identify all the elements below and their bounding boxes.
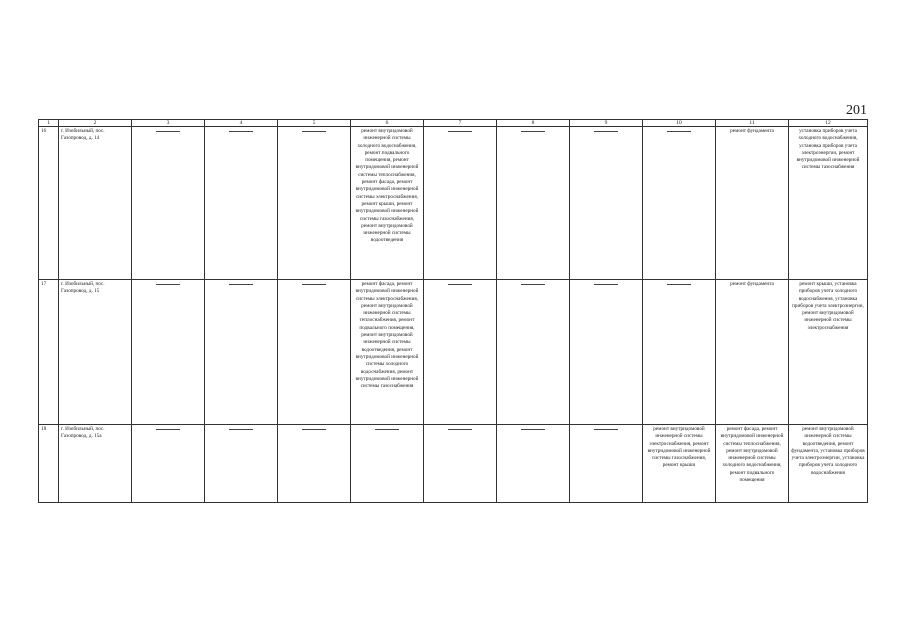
page-number: 201 — [846, 103, 867, 118]
empty-cell — [497, 127, 570, 280]
empty-cell — [424, 425, 497, 503]
column-header: 4 — [205, 120, 278, 127]
dash-mark — [667, 284, 691, 285]
works-cell: ремонт внутридомовой инженерной системы холодного водоснабжения, ремонт подвального помещения, ремонт внутридомовой инженерной системы теплоснабжения, ремонт фасада, ремонт внутридомовой инженерной системы электроснабжения, ремонт крыши, ремонт внутридомовой инженерной системы газоснабжения, ремонт внутридомовой инженерной системы водоотведения — [351, 127, 424, 280]
dash-mark — [229, 284, 253, 285]
row-number: 17 — [39, 280, 59, 425]
dash-mark — [156, 131, 180, 132]
column-header: 6 — [351, 120, 424, 127]
column-header: 3 — [132, 120, 205, 127]
empty-cell — [205, 425, 278, 503]
repair-schedule-table — [38, 119, 868, 503]
empty-cell — [132, 425, 205, 503]
dash-mark — [667, 131, 691, 132]
column-header: 10 — [643, 120, 716, 127]
empty-cell — [278, 280, 351, 425]
column-header: 9 — [570, 120, 643, 127]
column-header-row — [39, 120, 868, 127]
empty-cell — [278, 425, 351, 503]
column-header: 1 — [39, 120, 59, 127]
table-row — [39, 425, 868, 503]
works-cell: ремонт фасада, ремонт внутридомовой инженерной системы теплоснабжения, ремонт внутридомовой инженерной системы холодного водоснабжения, ремонт подвального помещения — [716, 425, 789, 503]
dash-mark — [448, 429, 472, 430]
empty-cell — [497, 280, 570, 425]
dash-mark — [156, 284, 180, 285]
empty-cell — [643, 127, 716, 280]
empty-cell — [570, 127, 643, 280]
works-cell: ремонт крыши, установка приборов учета холодного водоснабжения, установка приборов учета электроэнергии, ремонт внутридомовой инженерной системы электроснабжения — [789, 280, 868, 425]
dash-mark — [302, 131, 326, 132]
empty-cell — [497, 425, 570, 503]
column-header: 7 — [424, 120, 497, 127]
row-number: 18 — [39, 425, 59, 503]
dash-mark — [594, 131, 618, 132]
row-number: 16 — [39, 127, 59, 280]
dash-mark — [521, 429, 545, 430]
column-header: 5 — [278, 120, 351, 127]
empty-cell — [351, 425, 424, 503]
dash-mark — [448, 284, 472, 285]
table-row — [39, 127, 868, 280]
column-header: 2 — [59, 120, 132, 127]
column-header: 11 — [716, 120, 789, 127]
empty-cell — [205, 127, 278, 280]
empty-cell — [424, 127, 497, 280]
empty-cell — [424, 280, 497, 425]
dash-mark — [594, 284, 618, 285]
dash-mark — [521, 284, 545, 285]
works-cell: ремонт внутридомовой инженерной системы электроснабжения, ремонт внутридомовой инженерной системы газоснабжения, ремонт крыши — [643, 425, 716, 503]
dash-mark — [594, 429, 618, 430]
row-address: г. Изобильный, пос. Газопровод, д. 15 — [59, 280, 132, 425]
dash-mark — [302, 429, 326, 430]
dash-mark — [156, 429, 180, 430]
row-address: г. Изобильный, пос. Газопровод, д. 14 — [59, 127, 132, 280]
empty-cell — [132, 127, 205, 280]
dash-mark — [229, 131, 253, 132]
empty-cell — [132, 280, 205, 425]
dash-mark — [521, 131, 545, 132]
works-cell: ремонт внутридомовой инженерной системы водоотведения, ремонт фундамента, установка приборов учета электроэнергии, установка приборов учета холодного водоснабжения — [789, 425, 868, 503]
row-address: г. Изобильный, пос. Газопровод, д. 15а — [59, 425, 132, 503]
works-cell: ремонт фундамента — [716, 127, 789, 280]
works-cell: ремонт фундамента — [716, 280, 789, 425]
empty-cell — [643, 280, 716, 425]
column-header: 8 — [497, 120, 570, 127]
empty-cell — [205, 280, 278, 425]
empty-cell — [278, 127, 351, 280]
table-row — [39, 280, 868, 425]
empty-cell — [570, 425, 643, 503]
works-cell: ремонт фасада, ремонт внутридомовой инженерной системы электроснабжения, ремонт внутридомовой инженерной системы теплоснабжения, ремонт подвального помещения, ремонт внутридомовой инженерной системы водоотведения, ремонт внутридомовой инженерной системы холодного водоснабжения, ремонт внутридомовой инженерной системы газоснабжения — [351, 280, 424, 425]
dash-mark — [375, 429, 399, 430]
dash-mark — [229, 429, 253, 430]
column-header: 12 — [789, 120, 868, 127]
works-cell: установка приборов учета холодного водоснабжения, установка приборов учета электроэнергии, ремонт внутридомовой инженерной системы газоснабжения — [789, 127, 868, 280]
empty-cell — [570, 280, 643, 425]
dash-mark — [448, 131, 472, 132]
dash-mark — [302, 284, 326, 285]
